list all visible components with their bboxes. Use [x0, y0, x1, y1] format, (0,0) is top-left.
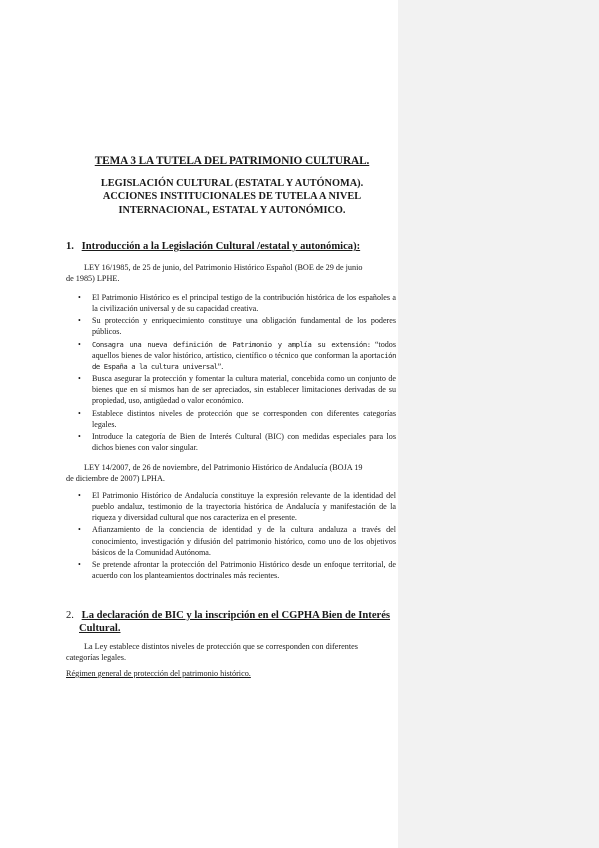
subtitle-line: INTERNACIONAL, ESTATAL Y AUTONÓMICO.	[118, 204, 346, 216]
list-item-text: Busca asegurar la protección y fomentar la cultura material, concebida como un conjunto de bienes que en sí mismos han de ser apreciados, sin establecer limitaciones derivadas de su propiedad, uso, antigüedad o valor económico.	[92, 374, 396, 406]
list-item	[78, 315, 396, 337]
list-item-text: Afianzamiento de la conciencia de identidad y de la cultura andaluza a través del conocimiento, investigación y difusión del patrimonio histórico, como uno de los objetivos básicos de la Comunidad Autónoma.	[92, 525, 396, 557]
law-2-paragraph	[66, 462, 396, 485]
list-item	[78, 292, 396, 314]
list-item-text: El Patrimonio Histórico es el principal testigo de la contribución histórica de los españoles a la civilización universal y de su capacidad creativa.	[92, 293, 396, 314]
list-item-text: ”.	[217, 361, 224, 371]
list-item-text: Establece distintos niveles de protección que se corresponden con diferentes categorías legales.	[92, 408, 396, 429]
law-2-line: de diciembre de 2007) LPHA.	[66, 474, 165, 484]
list-item	[78, 339, 396, 372]
bullet-list-lphe	[78, 292, 396, 454]
law-1-paragraph	[66, 262, 396, 285]
list-item	[78, 559, 396, 581]
subtitle-line: ACCIONES INSTITUCIONALES DE TUTELA A NIVEL	[102, 191, 362, 203]
bullet-icon: •	[78, 316, 81, 326]
bullet-icon: •	[78, 408, 81, 418]
list-item-text: “todos aquellos bienes de valor histórico, artístico, científico o técnico que conforman la aporta	[92, 339, 397, 360]
list-item-text: Introduce la categoría de Bien de Interés Cultural (BIC) con medidas especiales para los dichos bienes con valor singular.	[92, 432, 396, 453]
law-1-line: LEY 16/1985, de 25 de junio, del Patrimonio Histórico Español (BOE de 29 de junio	[84, 263, 363, 272]
handwritten-text: ción de España a la cultura universal	[92, 350, 396, 371]
list-item	[78, 490, 396, 523]
list-item-text: Se pretende afrontar la protección del Patrimonio Histórico desde un enfoque territorial, de acuerdo con los planteamientos doctrinales más recientes.	[92, 559, 396, 581]
list-item	[78, 431, 396, 453]
section-title: La declaración de BIC y la inscripción en el CGPHA Bien de Interés	[81, 610, 391, 621]
paragraph-line: La Ley establece distintos niveles de protección que se corresponden con diferentes	[84, 642, 358, 651]
bullet-icon: •	[78, 491, 81, 500]
bullet-icon: •	[78, 432, 81, 442]
bullet-icon: •	[78, 374, 81, 384]
section-title: Introducción a la Legislación Cultural /estatal y autonómica):	[81, 241, 361, 252]
list-item-text: Su protección y enriquecimiento constituye una obligación fundamental de los poderes públicos.	[92, 316, 396, 337]
document-title: TEMA 3 LA TUTELA DEL PATRIMONIO CULTURAL.	[94, 155, 370, 167]
bullet-icon: •	[78, 559, 81, 569]
list-item	[78, 524, 396, 557]
bullet-icon: •	[78, 293, 81, 302]
bullet-list-lpha	[78, 490, 396, 582]
paragraph-line: categorías legales.	[66, 653, 127, 663]
list-item	[78, 408, 396, 430]
comment-pane	[398, 0, 599, 848]
section-2-paragraph	[66, 641, 396, 664]
section-number: 1.	[66, 241, 74, 252]
list-item	[78, 373, 396, 406]
section-number: 2.	[66, 610, 74, 621]
bullet-icon: •	[78, 339, 81, 349]
document-subtitle	[66, 177, 398, 217]
list-item-text: El Patrimonio Histórico de Andalucía constituye la expresión relevante de la identidad del pueblo andaluz, testimonio de la trayectoria histórica de Andalucía y manifestación de la riqueza y diversidad cultural que nos caracteriza en el presente.	[92, 491, 396, 523]
bullet-icon: •	[78, 525, 81, 535]
subtitle-line: LEGISLACIÓN CULTURAL (ESTATAL Y AUTÓNOMA).	[100, 178, 364, 189]
section-2-heading	[66, 609, 390, 622]
law-2-line: LEY 14/2007, de 26 de noviembre, del Patrimonio Histórico de Andalucía (BOJA 19	[84, 463, 363, 472]
section-title: Cultural.	[79, 623, 121, 634]
law-1-line: de 1985) LPHE.	[66, 274, 120, 284]
section-2-heading-cont	[79, 622, 121, 635]
handwritten-text: Consagra una nueva definición de Patrimonio y amplía su extensión:	[92, 339, 371, 349]
subheading-regimen: Régimen general de protección del patrimonio histórico.	[66, 669, 251, 678]
section-1-heading	[66, 240, 360, 253]
